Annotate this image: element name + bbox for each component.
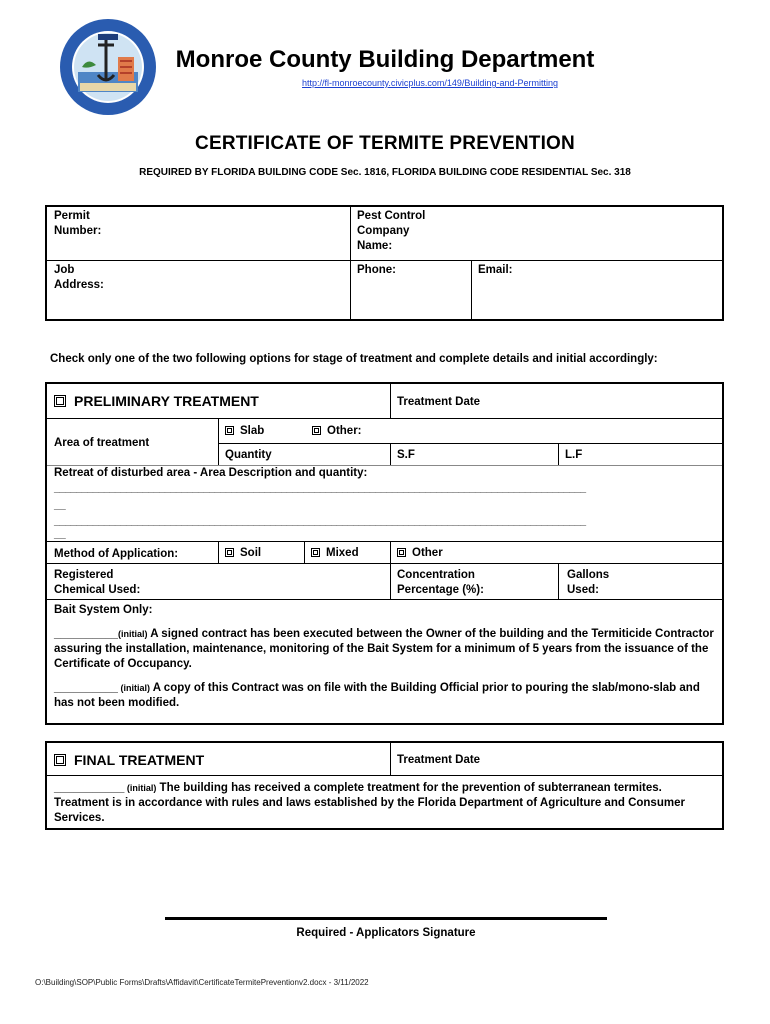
final-treatment-date-field[interactable]: Treatment Date (397, 754, 481, 766)
final-treatment-section (45, 741, 724, 830)
area-of-treatment-label: Area of treatment (54, 437, 150, 449)
quantity-field[interactable]: Quantity (225, 449, 272, 461)
bait-system-label: Bait System Only: (54, 604, 153, 616)
final-initial-blank[interactable]: ___________ (54, 782, 125, 794)
county-seal-logo (58, 17, 158, 117)
retreat-dash-2: __ (54, 528, 66, 540)
method-of-application-label: Method of Application: (54, 548, 179, 560)
retreat-line-2[interactable]: ________________________________________________________________________________________________ (54, 515, 586, 527)
mixed-option[interactable]: Mixed (311, 546, 359, 561)
page-title: CERTIFICATE OF TERMITE PREVENTION (195, 133, 575, 154)
permit-info-table (45, 205, 724, 321)
soil-checkbox-icon[interactable] (225, 548, 234, 557)
email-field[interactable]: Email: (478, 264, 513, 276)
concentration-field[interactable]: Concentration Percentage (%): (397, 569, 484, 596)
slab-checkbox-icon[interactable] (225, 426, 234, 435)
final-checkbox-icon[interactable] (54, 754, 66, 766)
job-address-field[interactable]: Job Address: (54, 264, 104, 291)
signature-label: Required - Applicators Signature (296, 927, 476, 939)
method-other-option[interactable]: Other (397, 546, 443, 561)
document-path-footer: O:\Building\SOP\Public Forms\Drafts\Affidavit\CertificateTermitePreventionv2.docx - 3/11/2022 (35, 978, 369, 987)
department-url-link[interactable]: http://fl-monroecounty.civicplus.com/149/Building-and-Permitting (302, 78, 558, 88)
bait-initial-blank-2[interactable]: __________ (54, 682, 118, 694)
bait-initial-blank-1[interactable]: __________ (54, 628, 118, 640)
final-heading: FINAL TREATMENT (74, 752, 205, 768)
permit-number-field[interactable]: Permit Number: (54, 210, 102, 237)
code-requirement: REQUIRED BY FLORIDA BUILDING CODE Sec. 1816, FLORIDA BUILDING CODE RESIDENTIAL Sec. 318 (139, 167, 631, 178)
preliminary-treatment-section (45, 382, 724, 725)
lf-field[interactable]: L.F (565, 449, 583, 461)
sf-field[interactable]: S.F (397, 449, 415, 461)
department-title: Monroe County Building Department (175, 46, 595, 73)
area-other-option[interactable]: Other: (312, 424, 362, 439)
final-treatment-statement: ___________ (initial) The building has received a complete treatment for the prevention of subterranean termites. Treatment is in accordance with rules and laws established by the Florida Department of Agriculture and Consumer Services. (54, 782, 685, 824)
preliminary-treatment-option[interactable] (54, 393, 259, 409)
slab-option[interactable]: Slab (225, 424, 264, 439)
mixed-checkbox-icon[interactable] (311, 548, 320, 557)
soil-option[interactable]: Soil (225, 546, 261, 561)
preliminary-treatment-date-field[interactable]: Treatment Date (397, 396, 481, 408)
area-other-checkbox-icon[interactable] (312, 426, 321, 435)
registered-chemical-field[interactable]: Registered Chemical Used: (54, 569, 141, 596)
bait-contract-statement: __________(initial) A signed contract has been executed between the Owner of the building and the Termiticide Contractor assuring the installation, maintenance, monitoring of the Bait System for a minimum of 5 years from the issuance of the Certificate of Occupancy. (54, 628, 714, 670)
method-other-checkbox-icon[interactable] (397, 548, 406, 557)
gallons-used-field[interactable]: Gallons Used: (567, 569, 610, 596)
signature-line[interactable] (165, 917, 607, 920)
retreat-dash-1: __ (54, 499, 66, 511)
final-treatment-option[interactable] (54, 752, 204, 768)
retreat-label: Retreat of disturbed area - Area Description and quantity: (54, 467, 368, 479)
phone-field[interactable]: Phone: (357, 264, 396, 276)
preliminary-checkbox-icon[interactable] (54, 395, 66, 407)
bait-copy-statement: __________ (initial) A copy of this Contract was on file with the Building Official prior to pouring the slab/mono-slab and has not been modified. (54, 682, 700, 709)
retreat-line-1[interactable]: ________________________________________________________________________________________________ (54, 482, 586, 494)
pest-control-company-field[interactable]: Pest Control Company Name: (357, 210, 426, 252)
instruction-text: Check only one of the two following options for stage of treatment and complete details and initial accordingly: (50, 353, 658, 365)
preliminary-heading: PRELIMINARY TREATMENT (74, 393, 259, 409)
